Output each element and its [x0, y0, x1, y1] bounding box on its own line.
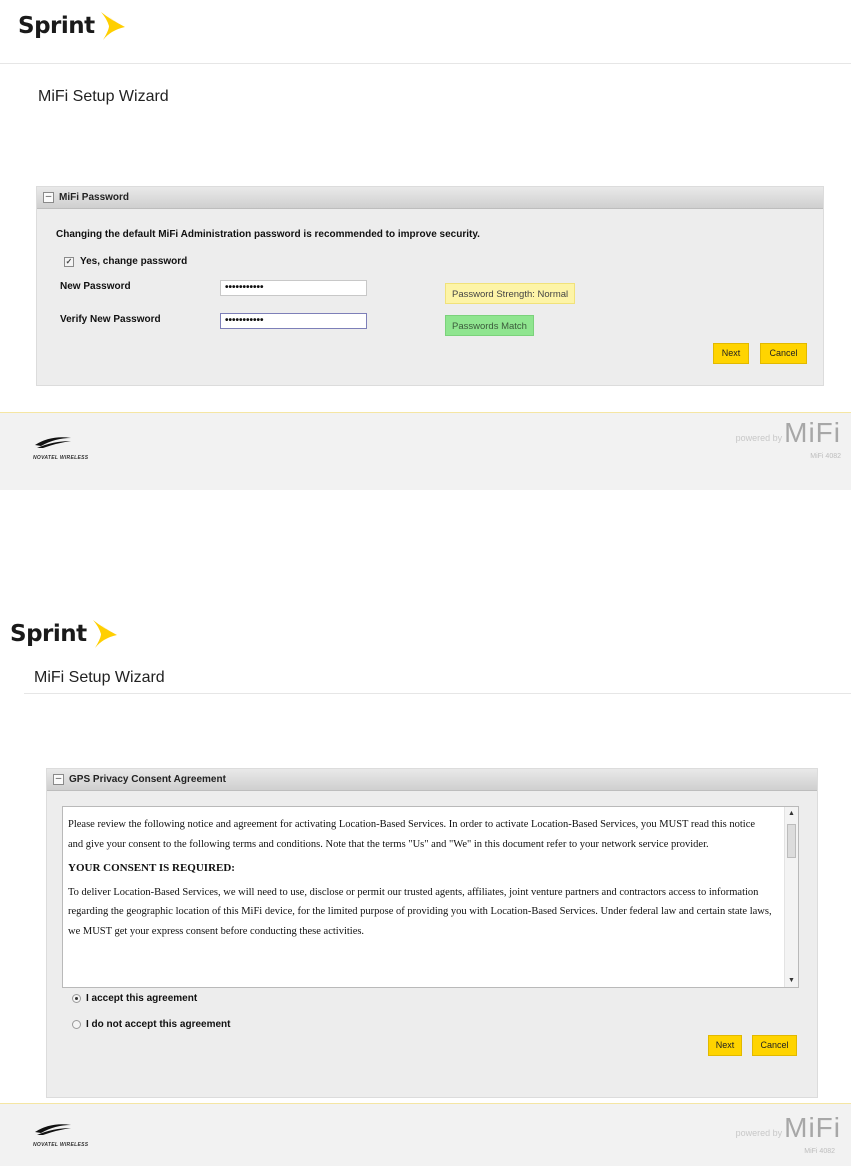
novatel-label: NOVATEL WIRELESS — [33, 1142, 89, 1148]
accept-label: I accept this agreement — [86, 993, 198, 1004]
sprint-logo-text: Sprint — [10, 621, 87, 647]
panel-header[interactable] — [37, 187, 823, 209]
new-password-label: New Password — [60, 281, 131, 292]
decline-label: I do not accept this agreement — [86, 1019, 231, 1030]
collapse-icon[interactable]: – — [53, 774, 64, 785]
accept-radio-row[interactable] — [72, 993, 197, 1004]
scroll-thumb[interactable] — [787, 824, 796, 858]
header-divider — [0, 63, 851, 64]
verify-password-label: Verify New Password — [60, 314, 161, 325]
cancel-button[interactable]: Cancel — [760, 343, 807, 364]
model-label: MiFi 4082 — [810, 453, 841, 460]
footer — [0, 412, 851, 490]
sprint-logo-text: Sprint — [18, 13, 95, 39]
checkbox-checked-icon[interactable]: ✓ — [65, 256, 73, 266]
radio-selected-icon[interactable] — [72, 994, 81, 1003]
passwords-match-badge: Passwords Match — [445, 315, 534, 336]
novatel-swoosh-icon — [33, 435, 73, 449]
verify-password-input[interactable]: ••••••••••• — [220, 313, 367, 329]
novatel-label: NOVATEL WIRELESS — [33, 455, 89, 461]
wizard-title: MiFi Setup Wizard — [34, 669, 165, 686]
agreement-paragraph: Please review the following notice and agreement for activating Location-Based Services. In order to activate Location-Based Services, you MUST read this notice and give your consent to the following terms and conditions. Note that the terms "Us" and "We" in this document refer to your network service provider. — [68, 819, 756, 850]
decline-radio-row[interactable] — [72, 1019, 230, 1030]
cancel-button[interactable]: Cancel — [752, 1035, 797, 1056]
agreement-heading: YOUR CONSENT IS REQUIRED: — [68, 862, 235, 874]
consent-panel — [46, 768, 818, 1098]
new-password-input[interactable]: ••••••••••• — [220, 280, 367, 296]
panel-title: GPS Privacy Consent Agreement — [69, 774, 226, 785]
novatel-logo — [33, 435, 88, 461]
intro-text: Changing the default MiFi Administration password is recommended to improve security. — [56, 229, 480, 240]
mifi-logo-text: MiFi — [784, 417, 841, 448]
change-password-checkbox-row[interactable] — [64, 256, 187, 267]
agreement-paragraph: To deliver Location-Based Services, we will need to use, disclose or permit our trusted agents, affiliates, joint venture partners and contractors access to information regarding the geographic location of this MiFi device, for the limited purpose of providing you with Location-Based Services. Under federal law and certain state laws, we MUST get your express consent before conducting these activities. — [68, 886, 772, 937]
next-button[interactable]: Next — [713, 343, 749, 364]
password-strength-badge: Password Strength: Normal — [445, 283, 575, 304]
mifi-logo-text: MiFi — [784, 1112, 841, 1143]
powered-by-text: powered by — [735, 433, 783, 443]
powered-by-mifi — [736, 417, 841, 449]
sprint-wing-icon — [97, 10, 127, 42]
novatel-logo — [33, 1122, 88, 1148]
agreement-content — [63, 807, 798, 941]
footer — [0, 1103, 851, 1166]
sprint-wing-icon — [89, 618, 119, 650]
radio-unselected-icon[interactable] — [72, 1020, 81, 1029]
password-panel — [36, 186, 824, 386]
powered-by-text: powered by — [735, 1128, 783, 1138]
change-password-label: Yes, change password — [80, 256, 188, 267]
model-label: MiFi 4082 — [804, 1148, 835, 1155]
panel-title: MiFi Password — [59, 192, 130, 203]
powered-by-mifi — [736, 1112, 841, 1144]
header-divider — [24, 693, 851, 694]
agreement-scrollbar[interactable] — [784, 807, 798, 987]
sprint-logo — [10, 618, 119, 650]
scroll-down-icon[interactable]: ▼ — [788, 977, 795, 984]
novatel-swoosh-icon — [33, 1122, 73, 1136]
gps-consent-screen — [0, 585, 851, 1166]
agreement-textbox[interactable] — [62, 806, 799, 988]
next-button[interactable]: Next — [708, 1035, 742, 1056]
scroll-up-icon[interactable]: ▲ — [788, 810, 795, 817]
collapse-icon[interactable]: – — [43, 192, 54, 203]
wizard-title: MiFi Setup Wizard — [38, 88, 169, 105]
panel-header[interactable] — [47, 769, 817, 791]
password-screen — [0, 0, 851, 492]
sprint-logo — [18, 10, 127, 42]
